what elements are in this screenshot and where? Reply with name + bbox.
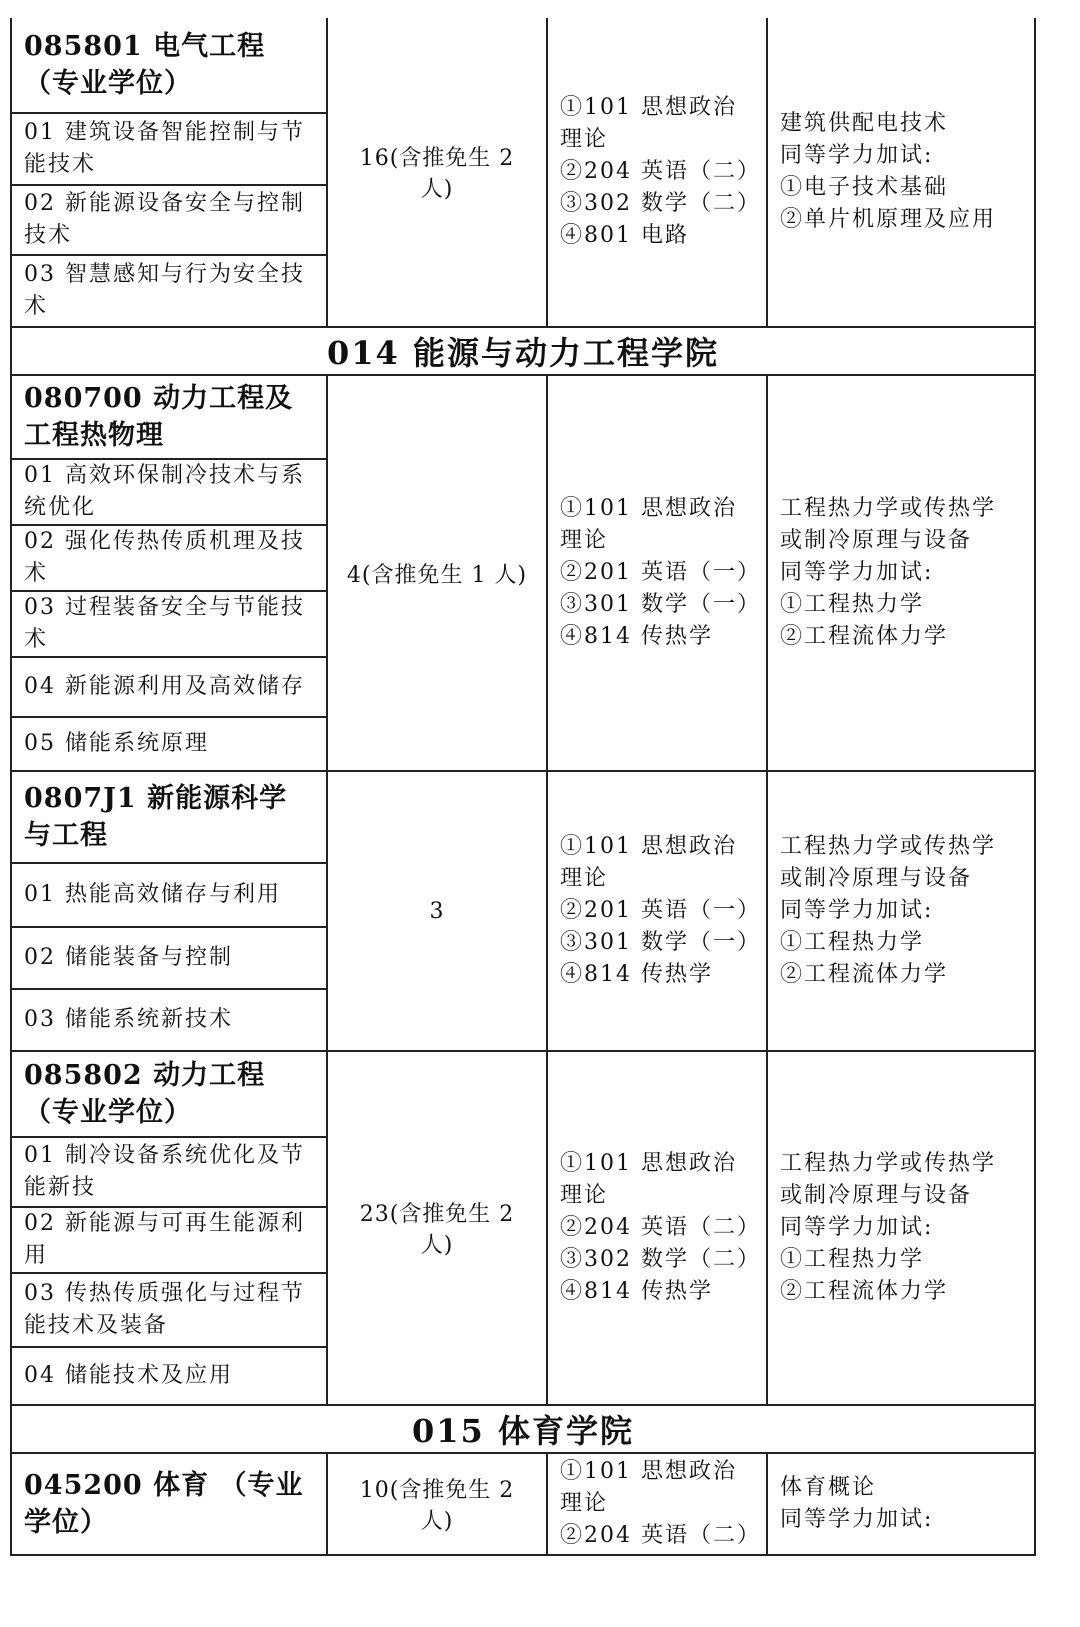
retest-notes — [767, 1453, 1035, 1555]
exam-subject: ②201 英语（一） — [560, 898, 761, 923]
research-direction: 05 储能系统原理 — [11, 717, 327, 771]
major-code-name: 080700 动力工程及工程热物理 — [11, 375, 327, 459]
major-row — [11, 375, 1035, 459]
exam-subject: ④801 电路 — [560, 223, 689, 248]
enrollment-quota: 23(含推免生 2 人) — [327, 1051, 547, 1405]
research-direction: 02 储能装备与控制 — [11, 927, 327, 989]
retest-line: ①工程热力学 — [780, 1247, 925, 1272]
major-row — [11, 18, 1035, 113]
research-direction: 04 新能源利用及高效储存 — [11, 657, 327, 717]
exam-subject: ①101 思想政治理论 — [560, 834, 737, 891]
enrollment-quota: 10(含推免生 2 人) — [327, 1453, 547, 1555]
research-direction: 01 高效环保制冷技术与系统优化 — [11, 459, 327, 525]
major-code-name: 0807J1 新能源科学与工程 — [11, 771, 327, 863]
exam-subject: ②204 英语（二） — [560, 1215, 761, 1240]
research-direction: 03 传热传质强化与过程节能技术及装备 — [11, 1273, 327, 1347]
retest-line: ②单片机原理及应用 — [780, 207, 997, 232]
retest-line: 同等学力加试: — [780, 1507, 934, 1532]
retest-line: 工程热力学或传热学 — [780, 1151, 997, 1176]
research-direction: 02 新能源与可再生能源利用 — [11, 1207, 327, 1273]
exam-subject: ②201 英语（一） — [560, 560, 761, 585]
retest-line: 同等学力加试: — [780, 143, 934, 168]
exam-subject: ②204 英语（二） — [560, 1523, 761, 1548]
retest-line: 同等学力加试: — [780, 898, 934, 923]
retest-line: ①电子技术基础 — [780, 175, 949, 200]
enrollment-quota: 16(含推免生 2 人) — [327, 18, 547, 327]
major-code-name: 085801 电气工程 （专业学位） — [11, 18, 327, 113]
exam-subjects — [547, 771, 767, 1051]
exam-subjects — [547, 1051, 767, 1405]
research-direction: 02 强化传热传质机理及技术 — [11, 525, 327, 591]
exam-subjects — [547, 18, 767, 327]
research-direction: 03 过程装备安全与节能技术 — [11, 591, 327, 657]
research-direction: 01 制冷设备系统优化及节能新技 — [11, 1137, 327, 1207]
exam-subject: ①101 思想政治理论 — [560, 95, 737, 152]
retest-line: 或制冷原理与设备 — [780, 1183, 973, 1208]
retest-line: ②工程流体力学 — [780, 962, 949, 987]
exam-subject: ①101 思想政治理论 — [560, 1459, 737, 1516]
retest-line: 同等学力加试: — [780, 1215, 934, 1240]
major-row — [11, 771, 1035, 863]
section-title: 014 能源与动力工程学院 — [11, 327, 1035, 375]
section-row — [11, 1405, 1035, 1453]
exam-subject: ③302 数学（二） — [560, 191, 761, 216]
exam-subject: ③301 数学（一） — [560, 930, 761, 955]
research-direction: 03 储能系统新技术 — [11, 989, 327, 1051]
retest-line: 工程热力学或传热学 — [780, 496, 997, 521]
section-title: 015 体育学院 — [11, 1405, 1035, 1453]
research-direction: 01 热能高效储存与利用 — [11, 863, 327, 927]
research-direction: 02 新能源设备安全与控制技术 — [11, 185, 327, 255]
retest-line: ①工程热力学 — [780, 930, 925, 955]
major-code-name: 045200 体育 （专业学位） — [11, 1453, 327, 1555]
retest-line: ①工程热力学 — [780, 592, 925, 617]
retest-line: ②工程流体力学 — [780, 624, 949, 649]
research-direction: 03 智慧感知与行为安全技术 — [11, 255, 327, 327]
retest-line: 建筑供配电技术 — [780, 111, 949, 136]
retest-line: 同等学力加试: — [780, 560, 934, 585]
retest-line: 或制冷原理与设备 — [780, 528, 973, 553]
exam-subject: ①101 思想政治理论 — [560, 496, 737, 553]
section-row — [11, 327, 1035, 375]
exam-subjects — [547, 375, 767, 771]
exam-subject: ④814 传热学 — [560, 1279, 713, 1304]
retest-notes — [767, 18, 1035, 327]
retest-notes — [767, 375, 1035, 771]
exam-subject: ③302 数学（二） — [560, 1247, 761, 1272]
exam-subject: ④814 传热学 — [560, 624, 713, 649]
major-code-name: 085802 动力工程 （专业学位） — [11, 1051, 327, 1137]
enrollment-table — [10, 18, 1036, 1556]
exam-subject: ③301 数学（一） — [560, 592, 761, 617]
enrollment-quota: 3 — [327, 771, 547, 1051]
retest-notes — [767, 1051, 1035, 1405]
enrollment-quota: 4(含推免生 1 人) — [327, 375, 547, 771]
exam-subject: ④814 传热学 — [560, 962, 713, 987]
retest-line: 工程热力学或传热学 — [780, 834, 997, 859]
major-row — [11, 1453, 1035, 1555]
retest-line: 或制冷原理与设备 — [780, 866, 973, 891]
retest-notes — [767, 771, 1035, 1051]
research-direction: 04 储能技术及应用 — [11, 1347, 327, 1405]
major-row — [11, 1051, 1035, 1137]
retest-line: ②工程流体力学 — [780, 1279, 949, 1304]
exam-subject: ①101 思想政治理论 — [560, 1151, 737, 1208]
research-direction: 01 建筑设备智能控制与节能技术 — [11, 113, 327, 185]
exam-subjects — [547, 1453, 767, 1555]
retest-line: 体育概论 — [780, 1475, 877, 1500]
exam-subject: ②204 英语（二） — [560, 159, 761, 184]
